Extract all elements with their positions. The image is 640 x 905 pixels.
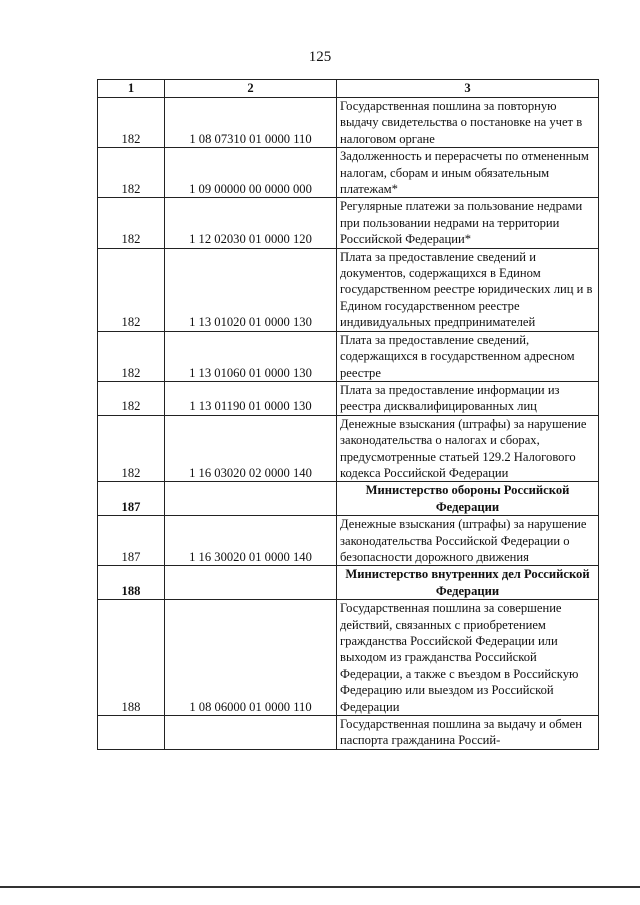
revenue-name-cell: Государственная пошлина за выдачу и обмен паспорта гражданина Россий- [337, 716, 599, 750]
administrator-code-cell [98, 716, 165, 750]
ministry-name-cell: Министерство обороны Российской Федерации [337, 482, 599, 516]
budget-classification-code-cell: 1 08 06000 01 0000 110 [165, 600, 337, 716]
budget-classification-code-cell [165, 716, 337, 750]
administrator-code-cell: 187 [98, 482, 165, 516]
budget-classification-code-cell: 1 13 01060 01 0000 130 [165, 331, 337, 381]
ministry-row [98, 482, 599, 516]
header-col-1: 1 [98, 80, 165, 98]
table-row [98, 331, 599, 381]
budget-classification-code-cell: 1 08 07310 01 0000 110 [165, 98, 337, 148]
table-row [98, 415, 599, 482]
administrator-code-cell: 182 [98, 331, 165, 381]
administrator-code-cell: 188 [98, 566, 165, 600]
header-col-3: 3 [337, 80, 599, 98]
budget-classification-code-cell: 1 16 03020 02 0000 140 [165, 415, 337, 482]
administrator-code-cell: 182 [98, 98, 165, 148]
administrator-code-cell: 182 [98, 381, 165, 415]
budget-classification-code-cell: 1 13 01190 01 0000 130 [165, 381, 337, 415]
header-col-2: 2 [165, 80, 337, 98]
budget-classification-code-cell: 1 16 30020 01 0000 140 [165, 516, 337, 566]
table-row [98, 98, 599, 148]
administrator-code-cell: 182 [98, 148, 165, 198]
administrator-code-cell: 182 [98, 248, 165, 331]
table-row [98, 148, 599, 198]
administrator-code-cell: 182 [98, 415, 165, 482]
revenue-name-cell: Задолженность и перерасчеты по отмененным налогам, сборам и иным обязательным платежам* [337, 148, 599, 198]
administrator-code-cell: 188 [98, 600, 165, 716]
table-row [98, 381, 599, 415]
table-header [98, 80, 599, 98]
budget-classification-code-cell [165, 566, 337, 600]
revenue-name-cell: Государственная пошлина за повторную выдачу свидетельства о постановке на учет в налоговом органе [337, 98, 599, 148]
revenue-name-cell: Государственная пошлина за совершение действий, связанных с приобретением гражданства Российской Федерации или выходом из гражданства Российской Федерации, а также с въездом в Российскую Федерацию или выездом из Российской Федерации [337, 600, 599, 716]
budget-classification-code-cell: 1 09 00000 00 0000 000 [165, 148, 337, 198]
page-number: 125 [308, 49, 332, 65]
table-body [98, 98, 599, 750]
footer-rule [0, 886, 640, 888]
revenue-name-cell: Плата за предоставление сведений, содержащихся в государственном адресном реестре [337, 331, 599, 381]
revenue-name-cell: Плата за предоставление сведений и документов, содержащихся в Едином государственном реестре юридических лиц и в Едином государственном реестре индивидуальных предпринимателей [337, 248, 599, 331]
budget-codes-table [97, 79, 599, 750]
administrator-code-cell: 187 [98, 516, 165, 566]
budget-classification-code-cell: 1 13 01020 01 0000 130 [165, 248, 337, 331]
ministry-name-cell: Министерство внутренних дел Российской Федерации [337, 566, 599, 600]
table-row [98, 516, 599, 566]
header-row [98, 80, 599, 98]
table-row [98, 716, 599, 750]
budget-classification-code-cell [165, 482, 337, 516]
revenue-name-cell: Плата за предоставление информации из реестра дисквалифицированных лиц [337, 381, 599, 415]
table-row [98, 600, 599, 716]
revenue-name-cell: Денежные взыскания (штрафы) за нарушение законодательства о налогах и сборах, предусмотренные статьей 129.2 Налогового кодекса Российской Федерации [337, 415, 599, 482]
administrator-code-cell: 182 [98, 198, 165, 248]
revenue-name-cell: Денежные взыскания (штрафы) за нарушение законодательства Российской Федерации о безопасности дорожного движения [337, 516, 599, 566]
table-row [98, 198, 599, 248]
table-row [98, 248, 599, 331]
budget-classification-code-cell: 1 12 02030 01 0000 120 [165, 198, 337, 248]
ministry-row [98, 566, 599, 600]
revenue-name-cell: Регулярные платежи за пользование недрами при пользовании недрами на территории Российской Федерации* [337, 198, 599, 248]
